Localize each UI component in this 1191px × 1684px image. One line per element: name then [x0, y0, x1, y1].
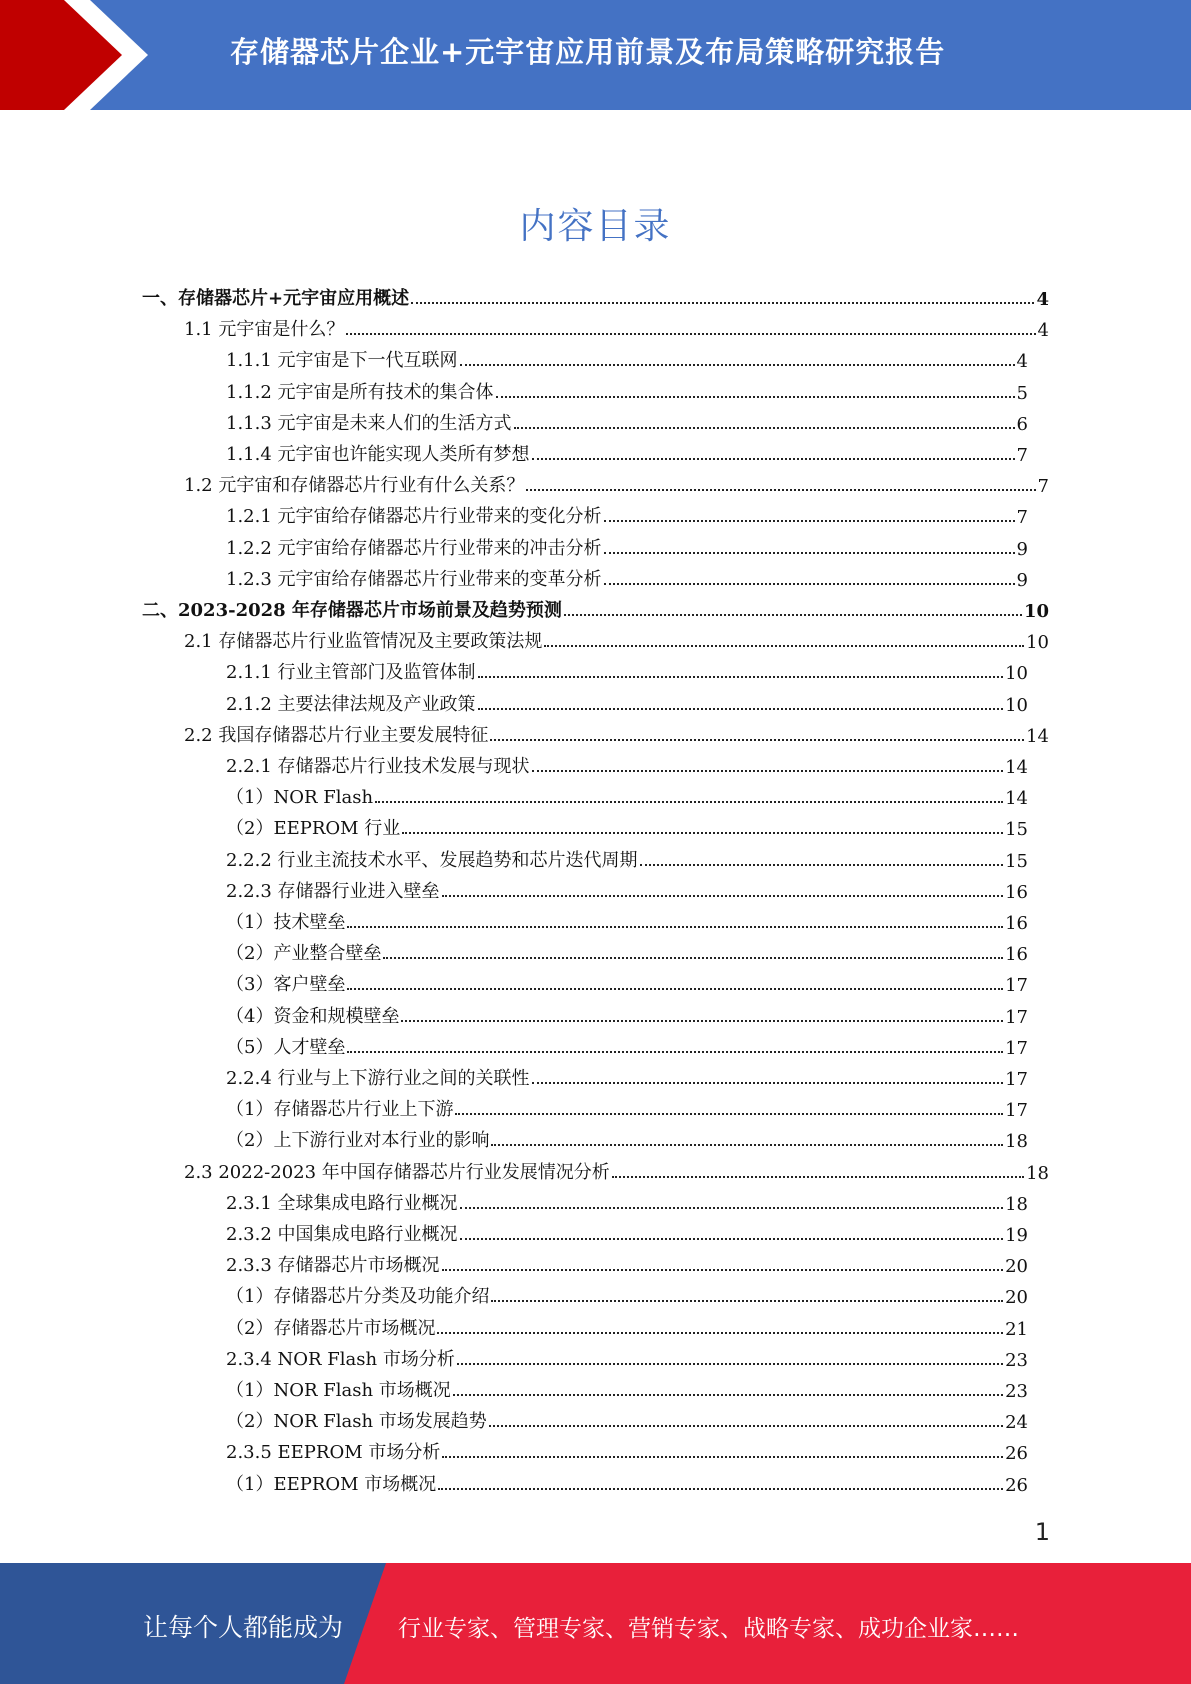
footer-banner	[0, 1563, 1191, 1684]
toc-heading: 内容目录	[519, 206, 672, 247]
toc-entry-page: 9	[1016, 570, 1028, 591]
footer-expert-list: 行业专家、管理专家、营销专家、战略专家、成功企业家……	[398, 1616, 1019, 1642]
toc-dot-leader	[604, 520, 1015, 522]
toc-entry-page: 26	[1005, 1475, 1028, 1496]
toc-dot-leader	[438, 1488, 1003, 1490]
footer-slogan: 让每个人都能成为	[143, 1613, 344, 1642]
toc-dot-leader	[604, 552, 1015, 554]
toc-dot-leader	[612, 1176, 1024, 1178]
toc-entry[interactable]	[226, 908, 1028, 934]
toc-entry-title: 1.1 元宇宙是什么？	[184, 319, 345, 340]
toc-dot-leader	[490, 739, 1024, 741]
toc-entry-page: 16	[1005, 913, 1028, 934]
toc-dot-leader	[442, 1269, 1004, 1271]
toc-dot-leader	[478, 676, 1004, 678]
toc-entry[interactable]	[226, 1470, 1028, 1496]
toc-entry-page: 19	[1005, 1225, 1028, 1246]
toc-entry-title: （1）NOR Flash	[226, 787, 374, 808]
toc-dot-leader	[442, 1456, 1003, 1458]
toc-entry-page: 14	[1026, 726, 1049, 747]
toc-entry[interactable]	[226, 752, 1028, 778]
toc-entry-title: 1.1.1 元宇宙是下一代互联网	[226, 350, 458, 371]
toc-entry[interactable]	[226, 1189, 1028, 1215]
toc-entry-title: 2.2.2 行业主流技术水平、发展趋势和芯片迭代周期	[226, 850, 638, 871]
toc-entry[interactable]	[226, 346, 1028, 372]
toc-entry-title: 2.3 2022-2023 年中国存储器芯片行业发展情况分析	[184, 1162, 610, 1183]
toc-entry[interactable]	[226, 1407, 1028, 1433]
toc-entry-page: 6	[1016, 414, 1028, 435]
toc-entry[interactable]	[226, 1438, 1028, 1464]
toc-dot-leader	[347, 1051, 1003, 1053]
toc-entry-page: 10	[1023, 601, 1049, 622]
toc-entry-title: 2.1 存储器芯片行业监管情况及主要政策法规	[184, 631, 543, 652]
toc-entry-page: 14	[1005, 788, 1028, 809]
toc-dot-leader	[437, 1332, 1003, 1334]
toc-entry[interactable]	[226, 409, 1028, 435]
toc-entry[interactable]	[226, 1002, 1028, 1028]
toc-entry-page: 18	[1026, 1163, 1049, 1184]
toc-entry[interactable]	[226, 939, 1028, 965]
toc-entry-title: 2.2.4 行业与上下游行业之间的关联性	[226, 1068, 530, 1089]
toc-entry-page: 23	[1005, 1381, 1028, 1402]
toc-entry[interactable]	[226, 814, 1028, 840]
toc-entry-title: 1.2.1 元宇宙给存储器芯片行业带来的变化分析	[226, 506, 602, 527]
toc-dot-leader	[640, 864, 1004, 866]
toc-dot-leader	[460, 1238, 1004, 1240]
toc-dot-leader	[442, 895, 1004, 897]
toc-entry-title: 1.2 元宇宙和存储器芯片行业有什么关系？	[184, 475, 525, 496]
toc-dot-leader	[401, 1020, 1003, 1022]
toc-entry-page: 17	[1005, 1100, 1028, 1121]
toc-entry[interactable]	[226, 1095, 1028, 1121]
toc-entry[interactable]	[226, 1251, 1028, 1277]
toc-entry-page: 23	[1005, 1350, 1028, 1371]
toc-entry[interactable]	[226, 1282, 1028, 1308]
toc-dot-leader	[526, 489, 1035, 491]
toc-entry-page: 4	[1037, 320, 1049, 341]
toc-entry-title: 2.3.5 EEPROM 市场分析	[226, 1442, 441, 1463]
toc-entry-page: 15	[1005, 819, 1028, 840]
toc-entry-page: 18	[1005, 1131, 1028, 1152]
toc-dot-leader	[347, 926, 1003, 928]
toc-entry-title: 1.1.3 元宇宙是未来人们的生活方式	[226, 413, 512, 434]
toc-entry-title: （1）技术壁垒	[226, 912, 346, 933]
toc-entry-title: （1）EEPROM 市场概况	[226, 1474, 437, 1495]
toc-dot-leader	[460, 1207, 1004, 1209]
toc-entry-title: （1）存储器芯片行业上下游	[226, 1099, 454, 1120]
toc-entry-title: 2.1.2 主要法律法规及产业政策	[226, 694, 476, 715]
toc-entry-page: 17	[1005, 1038, 1028, 1059]
toc-entry[interactable]	[226, 877, 1028, 903]
toc-entry[interactable]	[226, 658, 1028, 684]
toc-entry[interactable]	[226, 1220, 1028, 1246]
toc-entry-title: 2.3.2 中国集成电路行业概况	[226, 1224, 458, 1245]
toc-entry[interactable]	[184, 721, 1049, 747]
toc-dot-leader	[564, 614, 1022, 616]
toc-dot-leader	[496, 396, 1015, 398]
toc-dot-leader	[455, 1113, 1003, 1115]
toc-entry-title: 1.1.4 元宇宙也许能实现人类所有梦想	[226, 444, 530, 465]
toc-dot-leader	[489, 1425, 1003, 1427]
toc-entry[interactable]	[226, 846, 1028, 872]
toc-entry-page: 17	[1005, 975, 1028, 996]
toc-entry-page: 7	[1016, 445, 1028, 466]
toc-entry-page: 5	[1016, 383, 1028, 404]
toc-entry-page: 10	[1005, 663, 1028, 684]
toc-entry-title: （5）人才壁垒	[226, 1037, 346, 1058]
toc-entry[interactable]	[184, 1158, 1049, 1184]
page-number: 1	[1034, 1518, 1050, 1546]
toc-entry[interactable]	[226, 378, 1028, 404]
toc-entry[interactable]	[226, 1345, 1028, 1371]
toc-dot-leader	[460, 364, 1015, 366]
toc-entry-title: 1.2.3 元宇宙给存储器芯片行业带来的变革分析	[226, 569, 602, 590]
toc-entry[interactable]	[226, 565, 1028, 591]
toc-entry-title: （1）存储器芯片分类及功能介绍	[226, 1286, 490, 1307]
toc-entry-title: 2.2.3 存储器行业进入壁垒	[226, 881, 440, 902]
toc-entry-page: 9	[1016, 539, 1028, 560]
header-banner	[0, 0, 1191, 110]
toc-entry-page: 7	[1037, 476, 1049, 497]
toc-dot-leader	[457, 1363, 1003, 1365]
toc-entry[interactable]	[226, 690, 1028, 716]
toc-entry-page: 24	[1005, 1412, 1028, 1433]
toc-dot-leader	[347, 988, 1003, 990]
toc-entry-title: （2）存储器芯片市场概况	[226, 1318, 436, 1339]
toc-entry[interactable]	[184, 471, 1049, 497]
toc-entry[interactable]	[226, 440, 1028, 466]
report-title: 存储器芯片企业+元宇宙应用前景及布局策略研究报告	[230, 35, 946, 69]
toc-entry-page: 16	[1005, 882, 1028, 903]
toc-entry-page: 20	[1005, 1287, 1028, 1308]
toc-dot-leader	[411, 302, 1034, 304]
toc-entry-title: （1）NOR Flash 市场概况	[226, 1380, 451, 1401]
toc-entry-page: 4	[1036, 289, 1049, 310]
toc-entry-title: 2.2.1 存储器芯片行业技术发展与现状	[226, 756, 530, 777]
toc-entry-page: 18	[1005, 1194, 1028, 1215]
toc-entry-title: （2）产业整合壁垒	[226, 943, 382, 964]
toc-dot-leader	[514, 427, 1015, 429]
toc-entry-page: 21	[1005, 1319, 1028, 1340]
toc-entry-title: （2）EEPROM 行业	[226, 818, 401, 839]
toc-entry[interactable]	[226, 970, 1028, 996]
toc-entry-page: 17	[1005, 1069, 1028, 1090]
toc-dot-leader	[453, 1394, 1003, 1396]
toc-entry-title: 2.2 我国存储器芯片行业主要发展特征	[184, 725, 489, 746]
toc-entry-page: 26	[1005, 1443, 1028, 1464]
toc-entry-page: 7	[1016, 507, 1028, 528]
toc-entry-page: 20	[1005, 1256, 1028, 1277]
toc-dot-leader	[402, 832, 1003, 834]
toc-dot-leader	[491, 1300, 1003, 1302]
toc-entry[interactable]	[184, 627, 1049, 653]
toc-entry[interactable]	[226, 1126, 1028, 1152]
toc-entry[interactable]	[226, 1033, 1028, 1059]
toc-entry[interactable]	[226, 1314, 1028, 1340]
toc-entry[interactable]	[226, 1064, 1028, 1090]
toc-entry[interactable]	[226, 534, 1028, 560]
toc-entry-title: （4）资金和规模壁垒	[226, 1006, 400, 1027]
toc-entry-title: （2）上下游行业对本行业的影响	[226, 1130, 490, 1151]
toc-entry-title: 2.3.1 全球集成电路行业概况	[226, 1193, 458, 1214]
toc-entry-title: 一、存储器芯片+元宇宙应用概述	[142, 288, 410, 309]
toc-dot-leader	[532, 458, 1015, 460]
toc-entry[interactable]	[226, 783, 1028, 809]
toc-entry-page: 16	[1005, 944, 1028, 965]
toc-dot-leader	[383, 957, 1003, 959]
toc-entry-title: 2.3.3 存储器芯片市场概况	[226, 1255, 440, 1276]
toc-dot-leader	[532, 1082, 1004, 1084]
toc-entry[interactable]	[184, 315, 1049, 341]
toc-dot-leader	[346, 333, 1035, 335]
toc-dot-leader	[532, 770, 1004, 772]
toc-entry-title: 1.2.2 元宇宙给存储器芯片行业带来的冲击分析	[226, 538, 602, 559]
toc-entry-title: 1.1.2 元宇宙是所有技术的集合体	[226, 382, 494, 403]
toc-entry-page: 10	[1026, 632, 1049, 653]
toc-dot-leader	[544, 645, 1024, 647]
toc-entry-page: 15	[1005, 851, 1028, 872]
toc-entry-title: （3）客户壁垒	[226, 974, 346, 995]
toc-dot-leader	[604, 583, 1015, 585]
toc-dot-leader	[375, 801, 1003, 803]
toc-dot-leader	[478, 708, 1004, 710]
toc-entry[interactable]	[226, 502, 1028, 528]
toc-entry[interactable]	[142, 596, 1049, 622]
toc-entry-page: 4	[1016, 351, 1028, 372]
toc-entry-title: 二、2023-2028 年存储器芯片市场前景及趋势预测	[142, 600, 562, 621]
toc-entry-page: 14	[1005, 757, 1028, 778]
toc-entry-page: 10	[1005, 695, 1028, 716]
toc-entry[interactable]	[226, 1376, 1028, 1402]
toc-entry-title: 2.1.1 行业主管部门及监管体制	[226, 662, 476, 683]
toc-entry-title: 2.3.4 NOR Flash 市场分析	[226, 1349, 455, 1370]
toc-entry-title: （2）NOR Flash 市场发展趋势	[226, 1411, 487, 1432]
toc-dot-leader	[491, 1144, 1003, 1146]
toc-entry[interactable]	[142, 284, 1049, 310]
toc-entry-page: 17	[1005, 1007, 1028, 1028]
